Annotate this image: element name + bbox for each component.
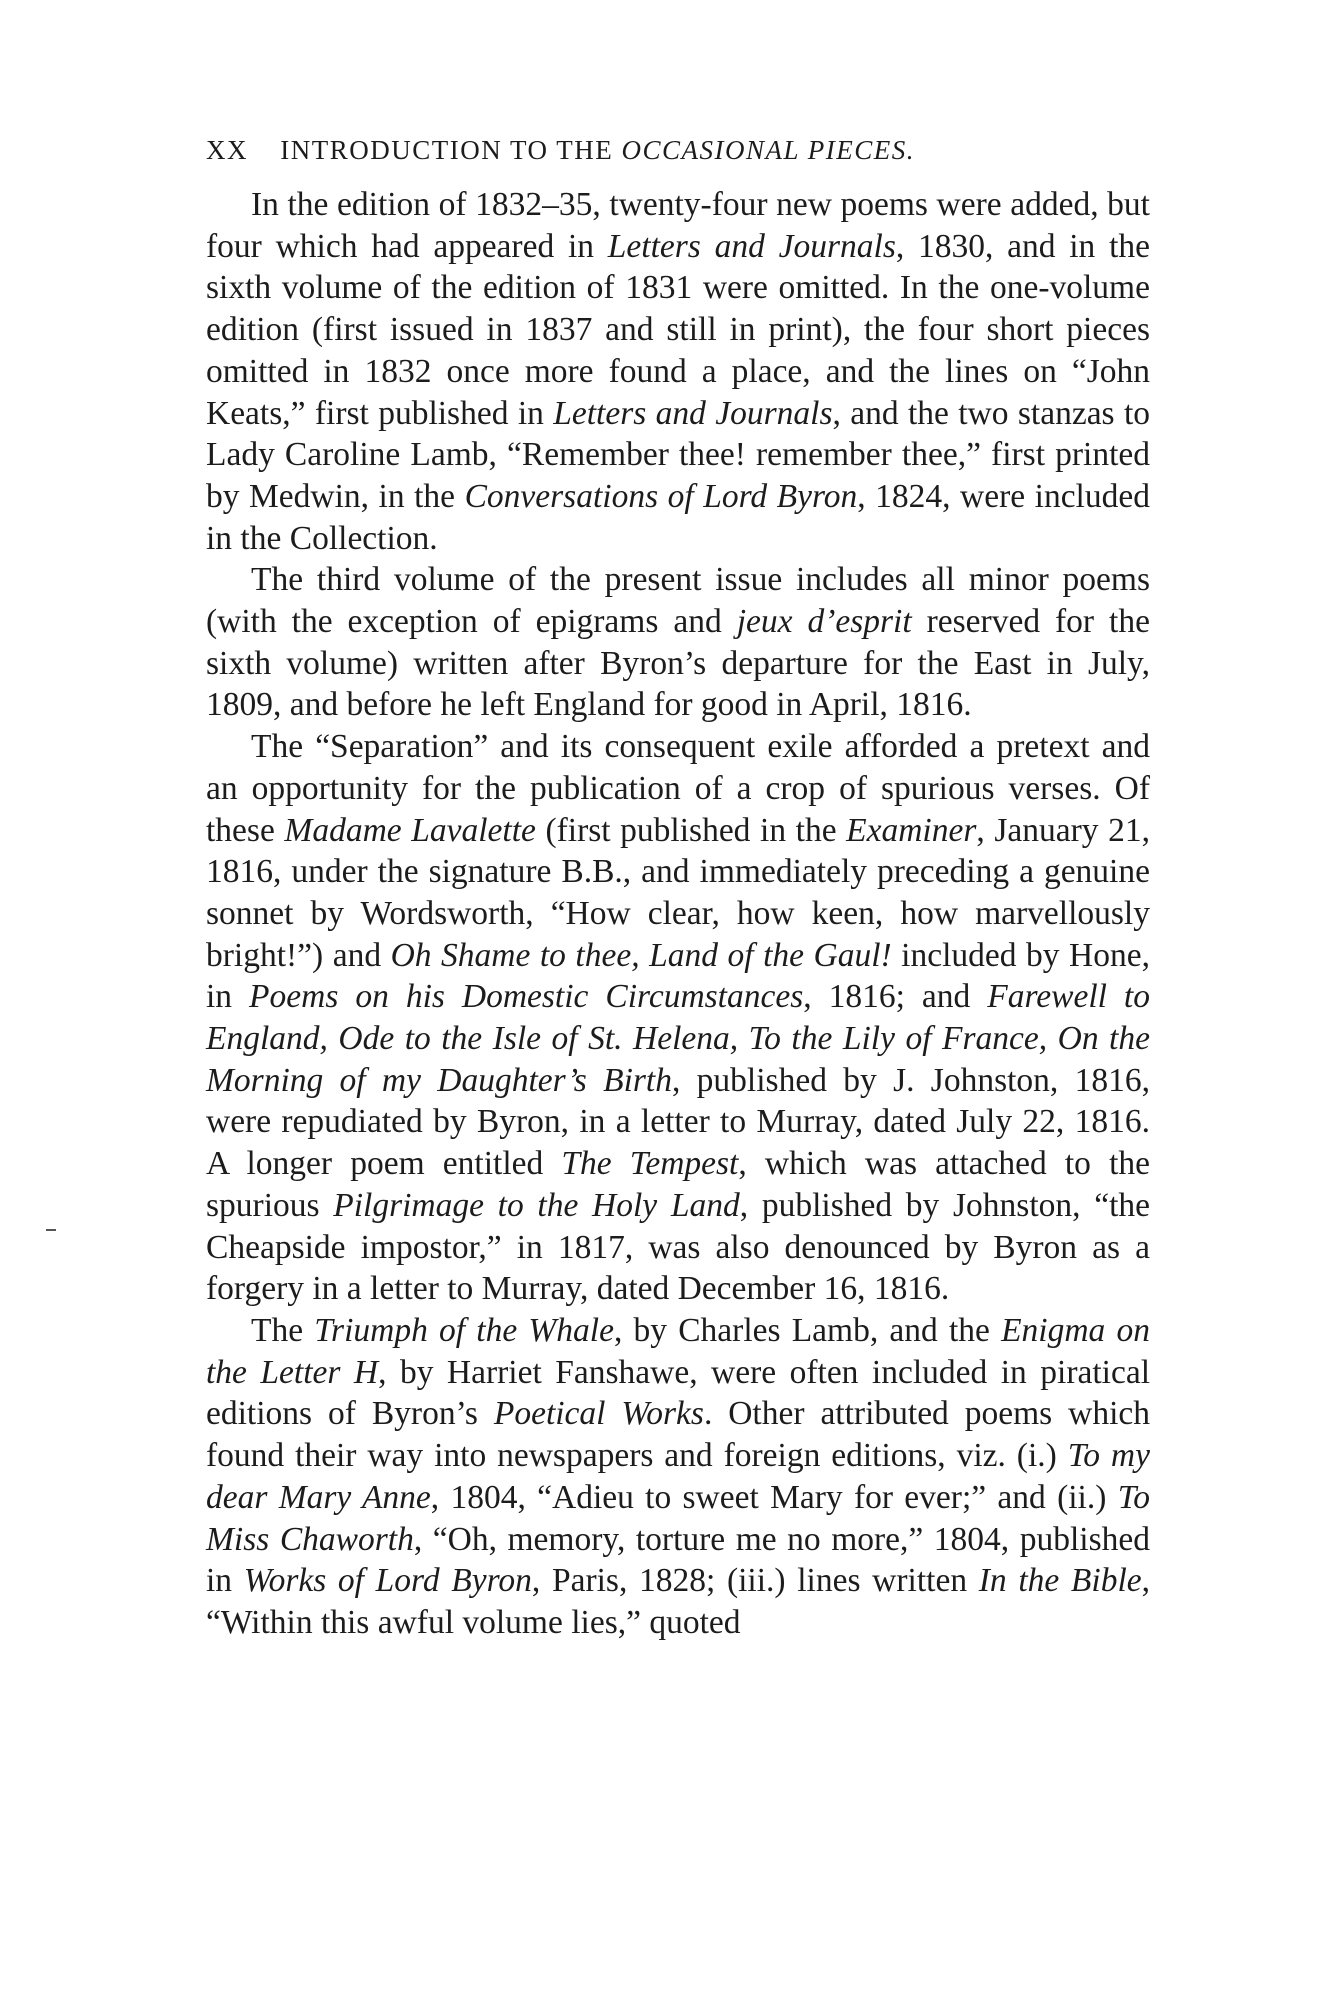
text-run: , published by Johnston, “the Cheapside impostor,” in 1817, was also denounced by Byron as a forgery in a letter to Murray, dated December 16, 1816. [206,1186,1151,1308]
text-run: , “Oh, memory, torture me no more,” 1804, published in [206,1520,1150,1600]
text-run: , by Harriet Fanshawe, were often included in piratical editions of Byron’s [206,1353,1151,1433]
paragraph [206,726,1150,1310]
margin-mark [46,1229,56,1231]
text-run: , 1824, were included in the Collection. [206,477,1150,557]
italic-text: In the Bible [978,1562,1142,1600]
text-run: included by Hone, in [206,936,1150,1016]
text-run: , 1804, “Adieu to sweet Mary for ever;” and (ii.) [430,1478,1118,1516]
italic-text: Oh Shame to thee, Land of the Gaul! [390,936,892,974]
text-run: The [251,1311,315,1349]
text-run: , and the two stanzas to Lady Caroline Lamb, “Remember thee! remember thee,” first printed by Medwin, in the [206,394,1151,515]
italic-text: Triumph of the Whale [314,1311,614,1349]
text-run: , by Charles Lamb, and the [613,1311,1002,1349]
text-run: . Other attributed poems which found their way into newspapers and foreign editions, viz. (i.) [206,1395,1150,1475]
text-run: The third volume of the present issue includes all minor poems (with the exception of epigrams and [206,561,1150,641]
italic-text: Letters and Journals [607,227,896,265]
text-run: The “Separation” and its consequent exile afforded a pretext and an opportunity for the publication of a crop of spurious verses. Of these [206,728,1150,849]
text-run: (first published in the [535,811,847,849]
italic-text: To Miss Chaworth [206,1478,1150,1558]
text-run: , published by J. Johnston, 1816, were repudiated by Byron, in a letter to Murray, dated July 22, 1816. A longer poem entitled [206,1061,1150,1183]
text-run: , which was attached to the spurious [206,1145,1150,1224]
italic-text: Madame Lavalette [284,811,536,849]
italic-text: Poems on his Domestic Circumstances [249,978,804,1016]
paragraph [206,559,1150,726]
text-run: , “Within this awful volume lies,” quoted [206,1562,1150,1641]
page-content [206,130,1150,1644]
text-run: , Paris, 1828; (iii.) lines written [531,1562,979,1600]
text-run: In the edition of 1832–35, twenty-four new poems were added, but four which had appeared in [206,186,1150,265]
italic-text: Farewell to England, Ode to the Isle of St. Helena, To the Lily of France, On the Morning of my Daughter’s Birth [206,978,1150,1099]
italic-text: Examiner [846,811,977,849]
italic-text: Conversations of Lord Byron [464,477,858,515]
text-run: , January 21, 1816, under the signature B.B., and immediately preceding a genuine sonnet by Wordsworth, “How clear, how keen, how marvellously bright!”) and [206,811,1150,974]
italic-text: jeux d’esprit [736,603,912,641]
italic-text: Letters and Journals [553,394,833,432]
italic-text: The Tempest [561,1145,739,1183]
italic-text: Enigma on the Letter H [206,1311,1150,1391]
running-head-title: INTRODUCTION TO THE [280,135,614,165]
text-run: , 1816; and [803,978,988,1016]
italic-text: Works of Lord Byron [243,1562,532,1600]
running-head-title-italic: OCCASIONAL PIECES. [621,135,916,165]
text-run: reserved for the sixth volume) written after Byron’s departure for the East in July, 1809, and before he left England for good in April, 1816. [206,603,1150,724]
italic-text: To my dear Mary Anne [206,1437,1150,1516]
paragraph [206,184,1150,559]
text-run: , 1830, and in the sixth volume of the edition of 1831 were omitted. In the one-volume edition (first issued in 1837 and still in print), the four short pieces omitted in 1832 once more found a place, and the lines on “John Keats,” first published in [206,227,1150,432]
italic-text: Pilgrimage to the Holy Land [333,1186,740,1224]
paragraph [206,1310,1150,1644]
page-number: XX [206,135,248,165]
italic-text: Poetical Works [493,1395,704,1433]
running-head [206,130,1150,170]
